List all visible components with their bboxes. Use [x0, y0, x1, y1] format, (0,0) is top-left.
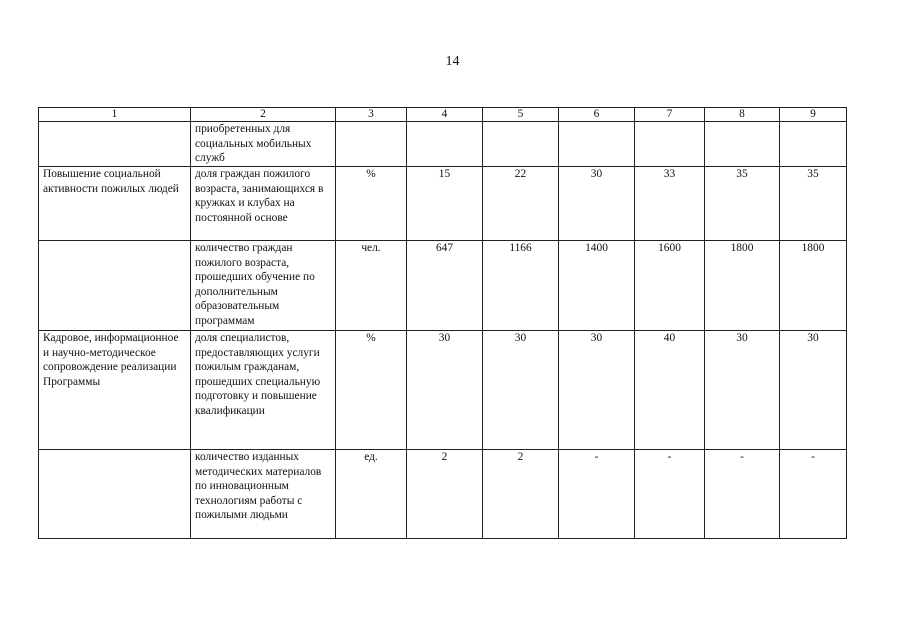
value-cell: 2 [483, 450, 559, 539]
value-cell: 1600 [635, 241, 705, 331]
page-number: 14 [445, 54, 460, 69]
value-cell: 30 [483, 331, 559, 450]
value-cell: 22 [483, 167, 559, 241]
header-cell: 5 [483, 108, 559, 122]
value-cell [407, 122, 483, 167]
value-cell [635, 122, 705, 167]
value-cell: - [780, 450, 847, 539]
unit-cell: ед. [336, 450, 407, 539]
table-row [39, 122, 847, 167]
header-cell: 4 [407, 108, 483, 122]
indicator-cell: доля граждан пожилого возраста, занимающихся в кружках и клубах на постоянной основе [191, 167, 336, 241]
value-cell: - [559, 450, 635, 539]
unit-cell: чел. [336, 241, 407, 331]
value-cell: 33 [635, 167, 705, 241]
value-cell: - [635, 450, 705, 539]
header-cell: 3 [336, 108, 407, 122]
table-row [39, 167, 847, 241]
header-cell: 8 [705, 108, 780, 122]
task-cell: Кадровое, информационное и научно-методическое сопровождение реализации Программы [39, 331, 191, 450]
task-cell [39, 450, 191, 539]
value-cell: 2 [407, 450, 483, 539]
value-cell: 1400 [559, 241, 635, 331]
unit-cell [336, 122, 407, 167]
header-cell: 9 [780, 108, 847, 122]
value-cell: 30 [705, 331, 780, 450]
value-cell [705, 122, 780, 167]
unit-cell: % [336, 167, 407, 241]
value-cell: 1800 [780, 241, 847, 331]
header-row [39, 108, 847, 122]
value-cell: 35 [705, 167, 780, 241]
header-cell: 7 [635, 108, 705, 122]
value-cell: 15 [407, 167, 483, 241]
value-cell: 1800 [705, 241, 780, 331]
value-cell: 30 [559, 331, 635, 450]
indicator-cell: количество граждан пожилого возраста, прошедших обучение по дополнительным образовательным программам [191, 241, 336, 331]
value-cell: 1166 [483, 241, 559, 331]
value-cell [483, 122, 559, 167]
indicator-cell: количество изданных методических материалов по инновационным технологиям работы с пожилыми людьми [191, 450, 336, 539]
value-cell: 30 [559, 167, 635, 241]
value-cell: 30 [780, 331, 847, 450]
indicator-cell: приобретенных для социальных мобильных служб [191, 122, 336, 167]
table-row [39, 331, 847, 450]
indicators-table [38, 107, 847, 539]
value-cell: 647 [407, 241, 483, 331]
task-cell: Повышение социальной активности пожилых людей [39, 167, 191, 241]
value-cell [780, 122, 847, 167]
value-cell: 35 [780, 167, 847, 241]
table-row [39, 450, 847, 539]
value-cell: - [705, 450, 780, 539]
value-cell: 40 [635, 331, 705, 450]
unit-cell: % [336, 331, 407, 450]
header-cell: 2 [191, 108, 336, 122]
header-cell: 1 [39, 108, 191, 122]
value-cell [559, 122, 635, 167]
header-cell: 6 [559, 108, 635, 122]
task-cell [39, 241, 191, 331]
value-cell: 30 [407, 331, 483, 450]
table-row [39, 241, 847, 331]
task-cell [39, 122, 191, 167]
indicator-cell: доля специалистов, предоставляющих услуги пожилым гражданам, прошедших специальную подготовку и повышение квалификации [191, 331, 336, 450]
